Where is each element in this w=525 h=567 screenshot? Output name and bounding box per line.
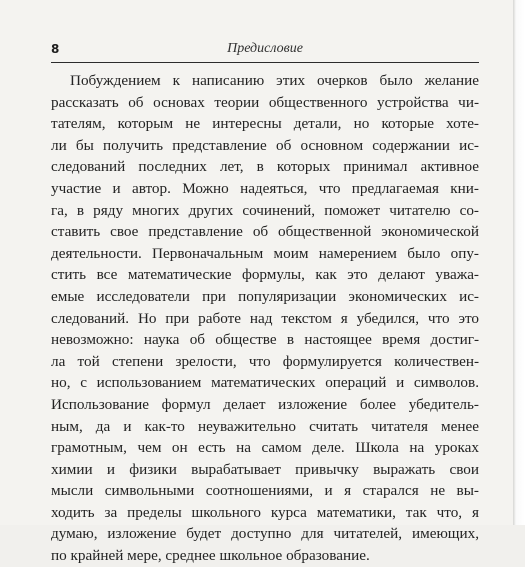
page-number: 8 bbox=[51, 42, 60, 56]
text-line: ли бы получить представление об основном содержании ис- bbox=[51, 136, 479, 154]
text-line: Побуждением к написанию этих очерков было желание bbox=[70, 72, 479, 89]
page-header bbox=[51, 40, 479, 58]
text-line: химии и физики вырабатывает привычку выражать свои bbox=[51, 460, 479, 478]
text-line: рассказать об основах теории общественного устройства чи- bbox=[51, 93, 479, 111]
text-line: стить все математические формулы, как это делают уважа- bbox=[51, 266, 479, 284]
text-line: следований последних лет, в которых принимал активное bbox=[51, 158, 479, 176]
page-edge bbox=[513, 0, 525, 525]
text-line: следований. Но при работе над текстом я убедился, что это bbox=[51, 309, 479, 327]
text-line: ным, да и как-то неуважительно считать читателя менее bbox=[51, 417, 479, 435]
text-line: по крайней мере, среднее школьное образование. bbox=[51, 547, 370, 565]
text-line: думаю, изложение будет доступно для читателей, имеющих, bbox=[51, 525, 479, 543]
header-rule bbox=[51, 62, 479, 63]
text-line: ставить свое представление об общественной экономической bbox=[51, 223, 479, 241]
text-line: но, с использованием математических операций и символов. bbox=[51, 374, 479, 392]
text-line: грамотным, чем он есть на самом деле. Школа на уроках bbox=[51, 439, 479, 457]
text-line: мысли символьными соотношениями, и я старался не вы- bbox=[51, 482, 479, 500]
text-line: ходить за пределы школьного курса математики, так что, я bbox=[51, 503, 479, 521]
text-line: Использование формул делает изложение более убедитель- bbox=[51, 395, 479, 413]
running-title: Предисловие bbox=[227, 41, 303, 56]
text-line: тателям, которым не интересны детали, но которые хоте- bbox=[51, 115, 479, 133]
text-line: участие и автор. Можно надеяться, что предлагаемая кни- bbox=[51, 179, 479, 197]
text-line: емые исследователи при популяризации экономических ис- bbox=[51, 287, 479, 305]
text-line: га, в ряду многих других сочинений, поможет читателю со- bbox=[51, 201, 479, 219]
text-line: невозможно: наука об обществе в настоящее время достиг- bbox=[51, 331, 479, 349]
body-paragraph bbox=[51, 70, 479, 567]
text-line: ла той степени зрелости, что формулируется количествен- bbox=[51, 352, 479, 370]
text-line: деятельности. Первоначальным моим намерением было опу- bbox=[51, 244, 479, 262]
